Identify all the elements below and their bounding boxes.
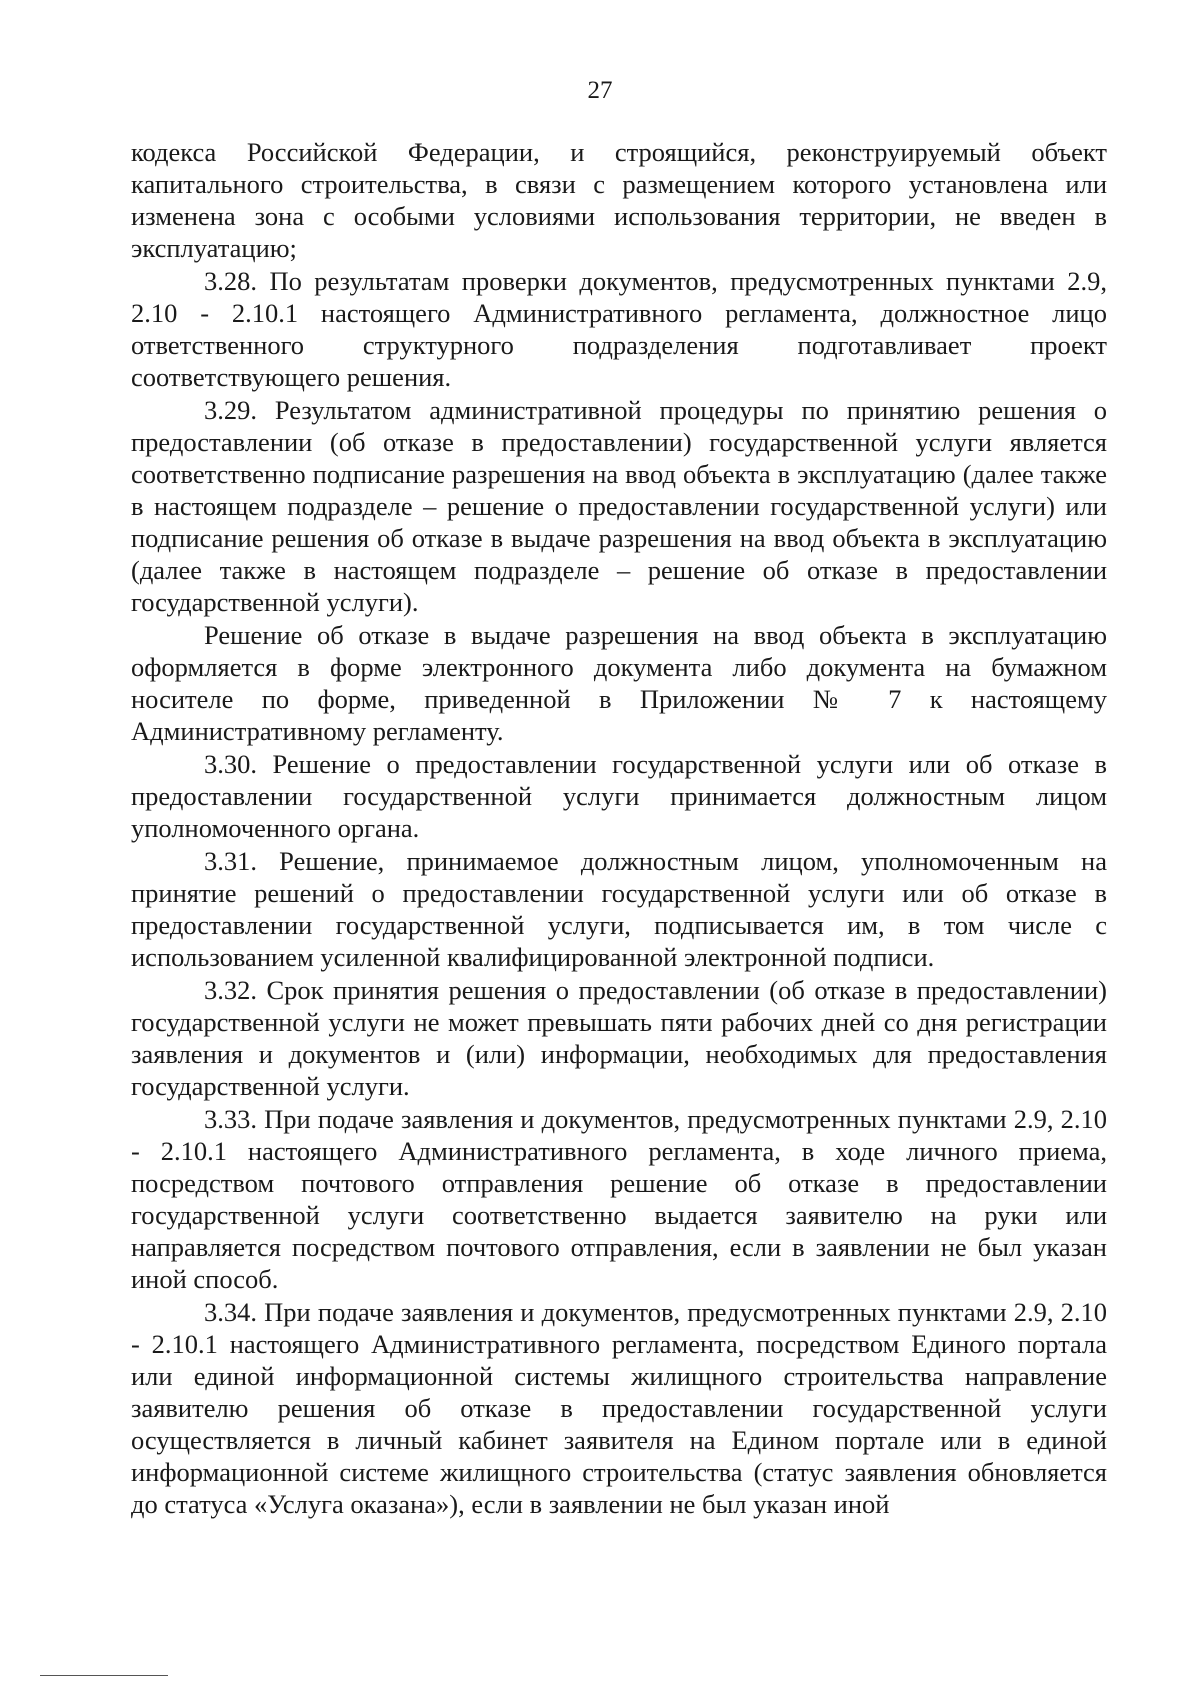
paragraph-3-29: 3.29. Результатом административной процедуры по принятию решения о предоставлении (об отказе в предоставлении) государственной услуги является соответственно подписание разрешения на ввод объекта в эксплуатацию (далее также в настоящем подразделе – решение о предоставлении государственной услуги) или подписание решения об отказе в выдаче разрешения на ввод объекта в эксплуатацию (далее также в настоящем подразделе – решение об отказе в предоставлении государственной услуги). [131,395,1107,617]
document-body [131,136,1107,1520]
paragraph-3-31: 3.31. Решение, принимаемое должностным лицом, уполномоченным на принятие решений о предоставлении государственной услуги или об отказе в предоставлении государственной услуги, подписывается им, в том числе с использованием усиленной квалифицированной электронной подписи. [131,846,1107,972]
footer-rule [40,1675,168,1676]
page-number: 27 [587,77,613,104]
paragraph-refusal-form: Решение об отказе в выдаче разрешения на ввод объекта в эксплуатацию оформляется в форме электронного документа либо документа на бумажном носителе по форме, приведенной в Приложении № 7 к настоящему Административному регламенту. [131,620,1107,746]
paragraph-3-32: 3.32. Срок принятия решения о предоставлении (об отказе в предоставлении) государственной услуги не может превышать пяти рабочих дней со дня регистрации заявления и документов и (или) информации, необходимых для предоставления государственной услуги. [131,975,1107,1101]
paragraph-3-34: 3.34. При подаче заявления и документов, предусмотренных пунктами 2.9, 2.10 - 2.10.1 настоящего Административного регламента, посредством Единого портала или единой информационной системы жилищного строительства направление заявителю решения об отказе в предоставлении государственной услуги осуществляется в личный кабинет заявителя на Едином портале или в единой информационной системе жилищного строительства (статус заявления обновляется до статуса «Услуга оказана»), если в заявлении не был указан иной [131,1297,1107,1519]
paragraph-3-30: 3.30. Решение о предоставлении государственной услуги или об отказе в предоставлении государственной услуги принимается должностным лицом уполномоченного органа. [131,749,1107,843]
paragraph-3-28: 3.28. По результатам проверки документов, предусмотренных пунктами 2.9, 2.10 - 2.10.1 настоящего Административного регламента, должностное лицо ответственного структурного подразделения подготавливает проект соответствующего решения. [131,266,1107,392]
paragraph-continuation: кодекса Российской Федерации, и строящийся, реконструируемый объект капитального строительства, в связи с размещением которого установлена или изменена зона с особыми условиями использования территории, не введен в эксплуатацию; [131,137,1107,263]
paragraph-3-33: 3.33. При подаче заявления и документов, предусмотренных пунктами 2.9, 2.10 - 2.10.1 настоящего Административного регламента, в ходе личного приема, посредством почтового отправления решение об отказе в предоставлении государственной услуги соответственно выдается заявителю на руки или направляется посредством почтового отправления, если в заявлении не был указан иной способ. [131,1104,1107,1294]
